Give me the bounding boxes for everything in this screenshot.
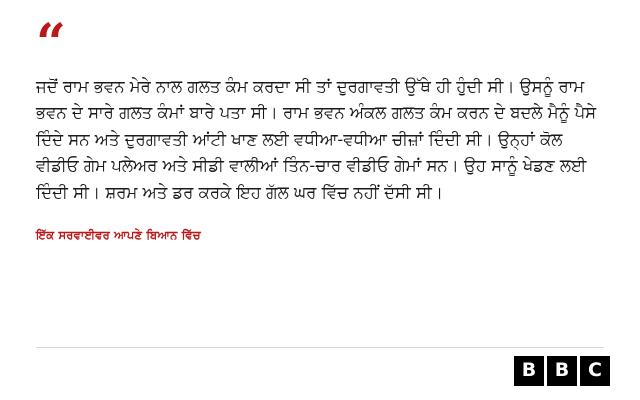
footer-divider — [36, 347, 604, 348]
bbc-logo-letter-1: B — [514, 356, 544, 386]
quote-mark-icon: “ — [36, 13, 64, 74]
bbc-logo-letter-2: B — [547, 356, 577, 386]
bbc-logo-letter-3: C — [580, 356, 610, 386]
quote-attribution: ਇੱਕ ਸਰਵਾਈਵਰ ਆਪਣੇ ਬਿਆਨ ਵਿੱਚ — [36, 227, 201, 242]
bbc-logo — [514, 356, 610, 386]
quote-text: ਜਦੋਂ ਰਾਮ ਭਵਨ ਮੇਰੇ ਨਾਲ ਗਲਤ ਕੰਮ ਕਰਦਾ ਸੀ ਤਾਂ ਦੁਰਗਾਵਤੀ ਉੱਥੇ ਹੀ ਹੁੰਦੀ ਸੀ। ਉਸਨੂੰ ਰਾਮ ਭਵਨ ਦੇ ਸਾਰੇ ਗਲਤ ਕੰਮਾਂ ਬਾਰੇ ਪਤਾ ਸੀ। ਰਾਮ ਭਵਨ ਅੰਕਲ ਗਲਤ ਕੰਮ ਕਰਨ ਦੇ ਬਦਲੇ ਮੈਨੂੰ ਪੈਸੇ ਦਿੰਦੇ ਸਨ ਅਤੇ ਦੁਰਗਾਵਤੀ ਆਂਟੀ ਖਾਣ ਲਈ ਵਧੀਆ-ਵਧੀਆ ਚੀਜ਼ਾਂ ਦਿੰਦੀ ਸੀ। ਉਨ੍ਹਾਂ ਕੋਲ ਵੀਡੀਓ ਗੇਮ ਪਲੇਅਰ ਅਤੇ ਸੀਡੀ ਵਾਲੀਆਂ ਤਿੰਨ-ਚਾਰ ਵੀਡੀਓ ਗੇਮਾਂ ਸਨ। ਉਹ ਸਾਨੂੰ ਖੇਡਣ ਲਈ ਦਿੰਦੀ ਸੀ। ਸ਼ਰਮ ਅਤੇ ਡਰ ਕਰਕੇ ਇਹ ਗੱਲ ਘਰ ਵਿੱਚ ਨਹੀਂ ਦੱਸੀ ਸੀ। — [36, 77, 597, 202]
